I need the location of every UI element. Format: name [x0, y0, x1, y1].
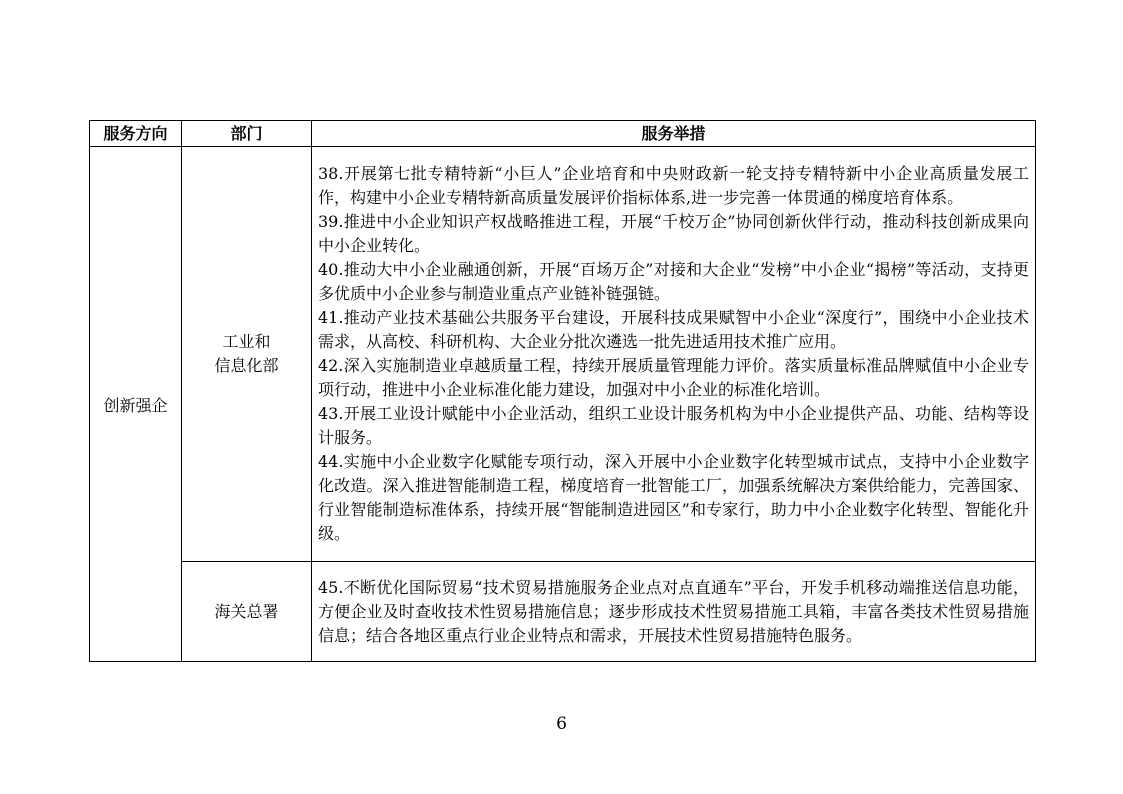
- table-row: [90, 147, 1036, 562]
- department-cell: [182, 562, 312, 662]
- department-line: 海关总署: [214, 601, 279, 621]
- measures-cell: [312, 147, 1036, 562]
- service-direction-cell: 创新强企: [90, 147, 182, 662]
- measure-item: 41.推动产业技术基础公共服务平台建设，开展科技成果赋智中小企业“深度行”，围绕中小企业技术需求，从高校、科研机构、大企业分批次遴选一批先进适用技术推广应用。: [318, 308, 1029, 351]
- table-row: [90, 562, 1036, 662]
- measure-item: 39.推进中小企业知识产权战略推进工程，开展“千校万企”协同创新伙伴行动，推动科技创新成果向中小企业转化。: [318, 212, 1029, 255]
- header-direction: 服务方向: [90, 121, 182, 147]
- measure-item: 42.深入实施制造业卓越质量工程，持续开展质量管理能力评价。落实质量标准品牌赋值中小企业专项行动，推进中小企业标准化能力建设，加强对中小企业的标准化培训。: [318, 356, 1029, 399]
- measure-item: 38.开展第七批专精特新“小巨人”企业培育和中央财政新一轮支持专精特新中小企业高质量发展工作，构建中小企业专精特新高质量发展评价指标体系,进一步完善一体贯通的梯度培育体系。: [318, 164, 1029, 207]
- measure-item: 44.实施中小企业数字化赋能专项行动，深入开展中小企业数字化转型城市试点，支持中小企业数字化改造。深入推进智能制造工程，梯度培育一批智能工厂，加强系统解决方案供给能力，完善国家、行业智能制造标准体系，持续开展“智能制造进园区”和专家行，助力中小企业数字化转型、智能化升级。: [318, 452, 1029, 543]
- header-measures: 服务举措: [312, 121, 1036, 147]
- measures-cell: [312, 562, 1036, 662]
- page-number: 6: [556, 714, 567, 734]
- header-department: 部门: [182, 121, 312, 147]
- department-line: 工业和: [222, 332, 271, 351]
- measure-item: 40.推动大中小企业融通创新，开展“百场万企”对接和大企业“发榜”中小企业“揭榜”等活动，支持更多优质中小企业参与制造业重点产业链补链强链。: [318, 260, 1029, 303]
- measure-item: 43.开展工业设计赋能中小企业活动，组织工业设计服务机构为中小企业提供产品、功能、结构等设计服务。: [318, 404, 1029, 447]
- measure-item: 45.不断优化国际贸易“技术贸易措施服务企业点对点直通车”平台，开发手机移动端推送信息功能，方便企业及时查收技术性贸易措施信息；逐步形成技术性贸易措施工具箱，丰富各类技术性贸易措施信息；结合各地区重点行业企业特点和需求，开展技术性贸易措施特色服务。: [318, 577, 1029, 645]
- table-header-row: [90, 121, 1036, 147]
- department-line: 信息化部: [214, 356, 279, 375]
- department-cell: [182, 147, 312, 562]
- service-measures-table: [89, 120, 1036, 662]
